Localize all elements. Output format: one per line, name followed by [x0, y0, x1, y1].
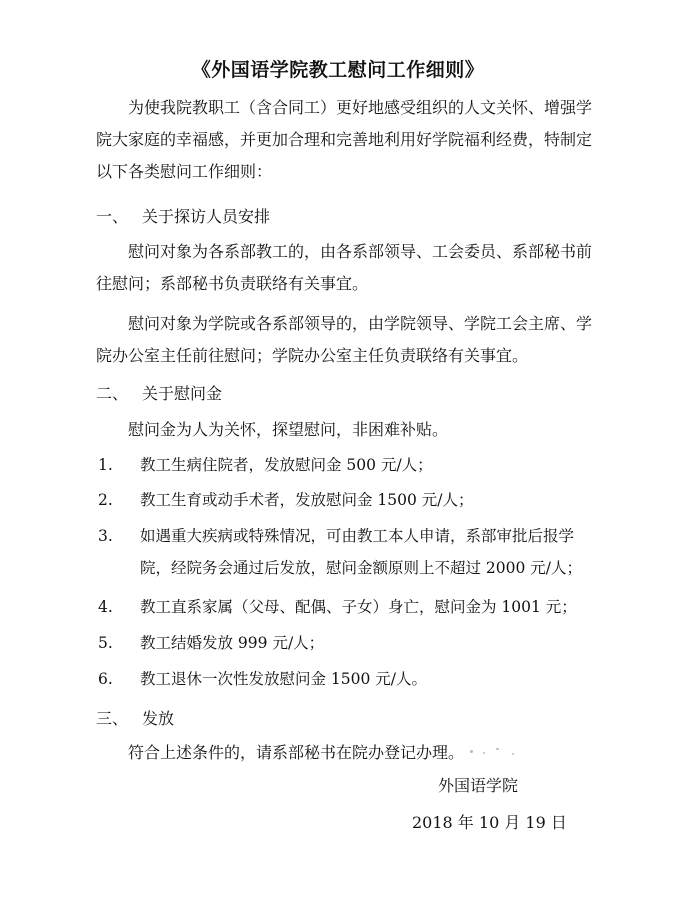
list-item: [98, 520, 598, 584]
list-item-number: 4.: [98, 598, 113, 616]
section-heading-text: 关于慰问金: [142, 384, 223, 403]
section-heading-2: [96, 382, 222, 406]
list-item-text: 教工生病住院者，发放慰问金 500 元/人；: [140, 456, 433, 474]
section-1-paragraph-2: 慰问对象为学院或各系部领导的，由学院领导、学院工会主席、学院办公室主任前往慰问；学院办公室主任负责联络有关事宜。: [96, 314, 593, 365]
scan-speck: [483, 752, 485, 754]
list-item: [98, 627, 598, 659]
list-item-text: 教工生育或动手术者，发放慰问金 1500 元/人；: [140, 491, 474, 509]
section-number: 一、: [96, 207, 129, 226]
list-item: [98, 663, 598, 695]
list-item-text: 教工结婚发放 999 元/人；: [140, 634, 325, 652]
list-item: [98, 484, 598, 516]
section-heading-text: 发放: [142, 709, 175, 728]
section-number: 二、: [96, 384, 129, 403]
scan-speck: [470, 750, 473, 753]
section-heading-text: 关于探访人员安排: [142, 207, 271, 226]
intro-paragraph: 为使我院教职工（含合同工）更好地感受组织的人文关怀、增强学院大家庭的幸福感，并更加合理和完善地利用好学院福利经费，特制定以下各类慰问工作细则：: [96, 98, 593, 181]
list-item-number: 5.: [98, 634, 113, 652]
section-2-paragraph-1: 慰问金为人为关怀，探望慰问，非困难补贴。: [128, 420, 449, 439]
list-item: [98, 449, 598, 481]
list-item-number: 1.: [98, 456, 113, 474]
list-item-text: 如遇重大疾病或特殊情况，可由教工本人申请，系部审批后报学院，经院务会通过后发放，慰问金额原则上不超过 2000 元/人；: [140, 527, 583, 577]
scan-speck: [512, 753, 514, 755]
list-item-number: 6.: [98, 670, 113, 688]
list-item-text: 教工直系家属（父母、配偶、子女）身亡，慰问金为 1001 元；: [140, 598, 577, 616]
section-3-paragraph-1: 符合上述条件的，请系部秘书在院办登记办理。: [128, 743, 465, 762]
section-1-paragraph-1: 慰问对象为各系部教工的，由各系部领导、工会委员、系部秘书前往慰问；系部秘书负责联络有关事宜。: [96, 242, 593, 293]
list-item: [98, 591, 598, 623]
section-number: 三、: [96, 709, 129, 728]
list-item-text: 教工退休一次性发放慰问金 1500 元/人。: [140, 670, 428, 688]
list-item-number: 3.: [98, 527, 113, 545]
section-heading-1: [96, 205, 270, 229]
list-item-number: 2.: [98, 491, 113, 509]
scan-speck: [496, 748, 499, 750]
section-heading-3: [96, 707, 174, 731]
signature-date: 2018 年 10 月 19 日: [412, 813, 567, 832]
document-title: 《外国语学院教工慰问工作细则》: [191, 59, 485, 81]
signature-organization: 外国语学院: [438, 776, 519, 795]
